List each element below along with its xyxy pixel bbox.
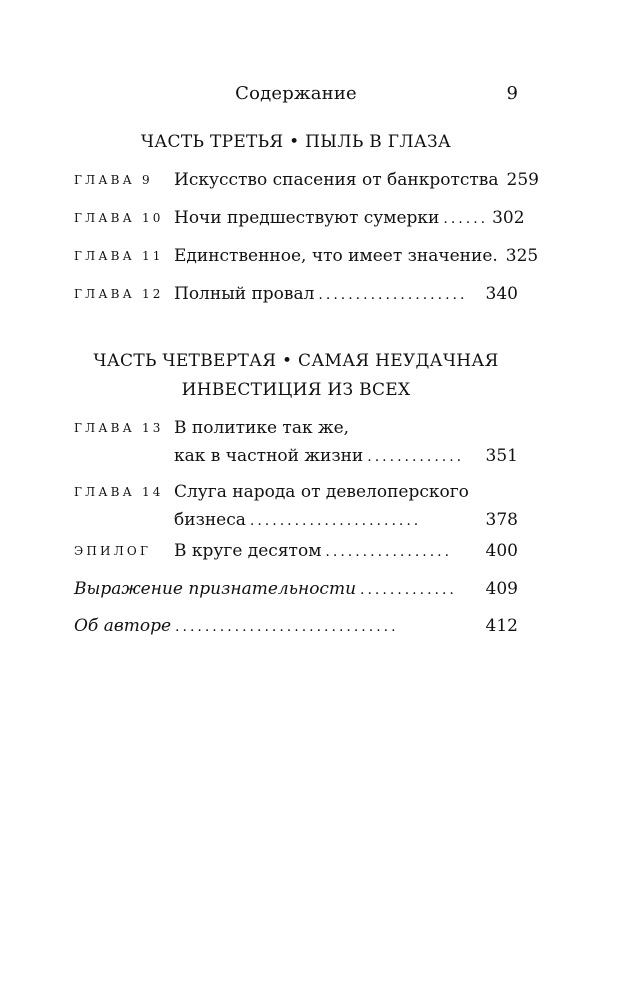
chapter-title: Полный провал [174,284,315,304]
header-title: Содержание [235,83,357,104]
chapter-title: Ночи предшествуют сумерки [174,208,440,228]
chapter-page: 351 [485,446,518,466]
part-heading-four-line1: ЧАСТЬ ЧЕТВЕРТАЯ • САМАЯ НЕУДАЧНАЯ [93,351,499,371]
leader-dots: ...... [443,211,489,227]
chapter-title-line2: бизнеса [174,510,246,530]
chapter-title-line2: как в частной жизни [174,446,364,466]
epilogue-label: ЭПИЛОГ [74,544,152,558]
leader-dots: .................... [318,287,468,303]
chapter-page: 302 [492,208,525,228]
chapter-title: Искусство спасения от банкротства [174,170,499,190]
chapter-label: ГЛАВА 11 [74,249,164,263]
leader-dots: ............. [360,582,457,598]
epilogue-page: 400 [485,541,518,561]
chapter-page: 325 [505,246,539,266]
chapter-title-line1: Слуга народа от девелоперского [174,482,469,502]
chapter-page: 340 [485,284,518,304]
about-author-page: 412 [485,616,518,636]
acknowledgements-page: 409 [485,579,518,599]
leader-dots: .............................. [175,619,399,635]
chapter-title: Единственное, что имеет значение. [174,246,498,266]
chapter-title-line1: В политике так же, [174,418,350,438]
toc-entry-acknowledgements[interactable] [74,575,518,603]
chapter-label: ГЛАВА 10 [74,211,164,225]
running-header [74,83,518,113]
chapter-page: 259 [506,170,539,190]
leader-dots: ............. [367,449,465,465]
chapter-page: 378 [485,510,518,530]
chapter-label: ГЛАВА 14 [74,485,164,499]
toc-entry-about-author[interactable] [74,612,518,640]
part-heading-four-line2: ИНВЕСТИЦИЯ ИЗ ВСЕХ [181,380,411,400]
chapter-label: ГЛАВА 12 [74,287,164,301]
part-heading-three: ЧАСТЬ ТРЕТЬЯ • ПЫЛЬ В ГЛАЗА [140,132,452,152]
chapter-label: ГЛАВА 13 [74,421,164,435]
acknowledgements-title: Выражение признательности [74,579,357,599]
chapter-label: ГЛАВА 9 [74,173,153,187]
leader-dots: ....................... [249,513,422,529]
leader-dots: ................. [325,544,453,560]
about-author-title: Об авторе [74,616,172,636]
epilogue-title: В круге десятом [174,541,322,561]
header-page-number: 9 [506,83,518,104]
